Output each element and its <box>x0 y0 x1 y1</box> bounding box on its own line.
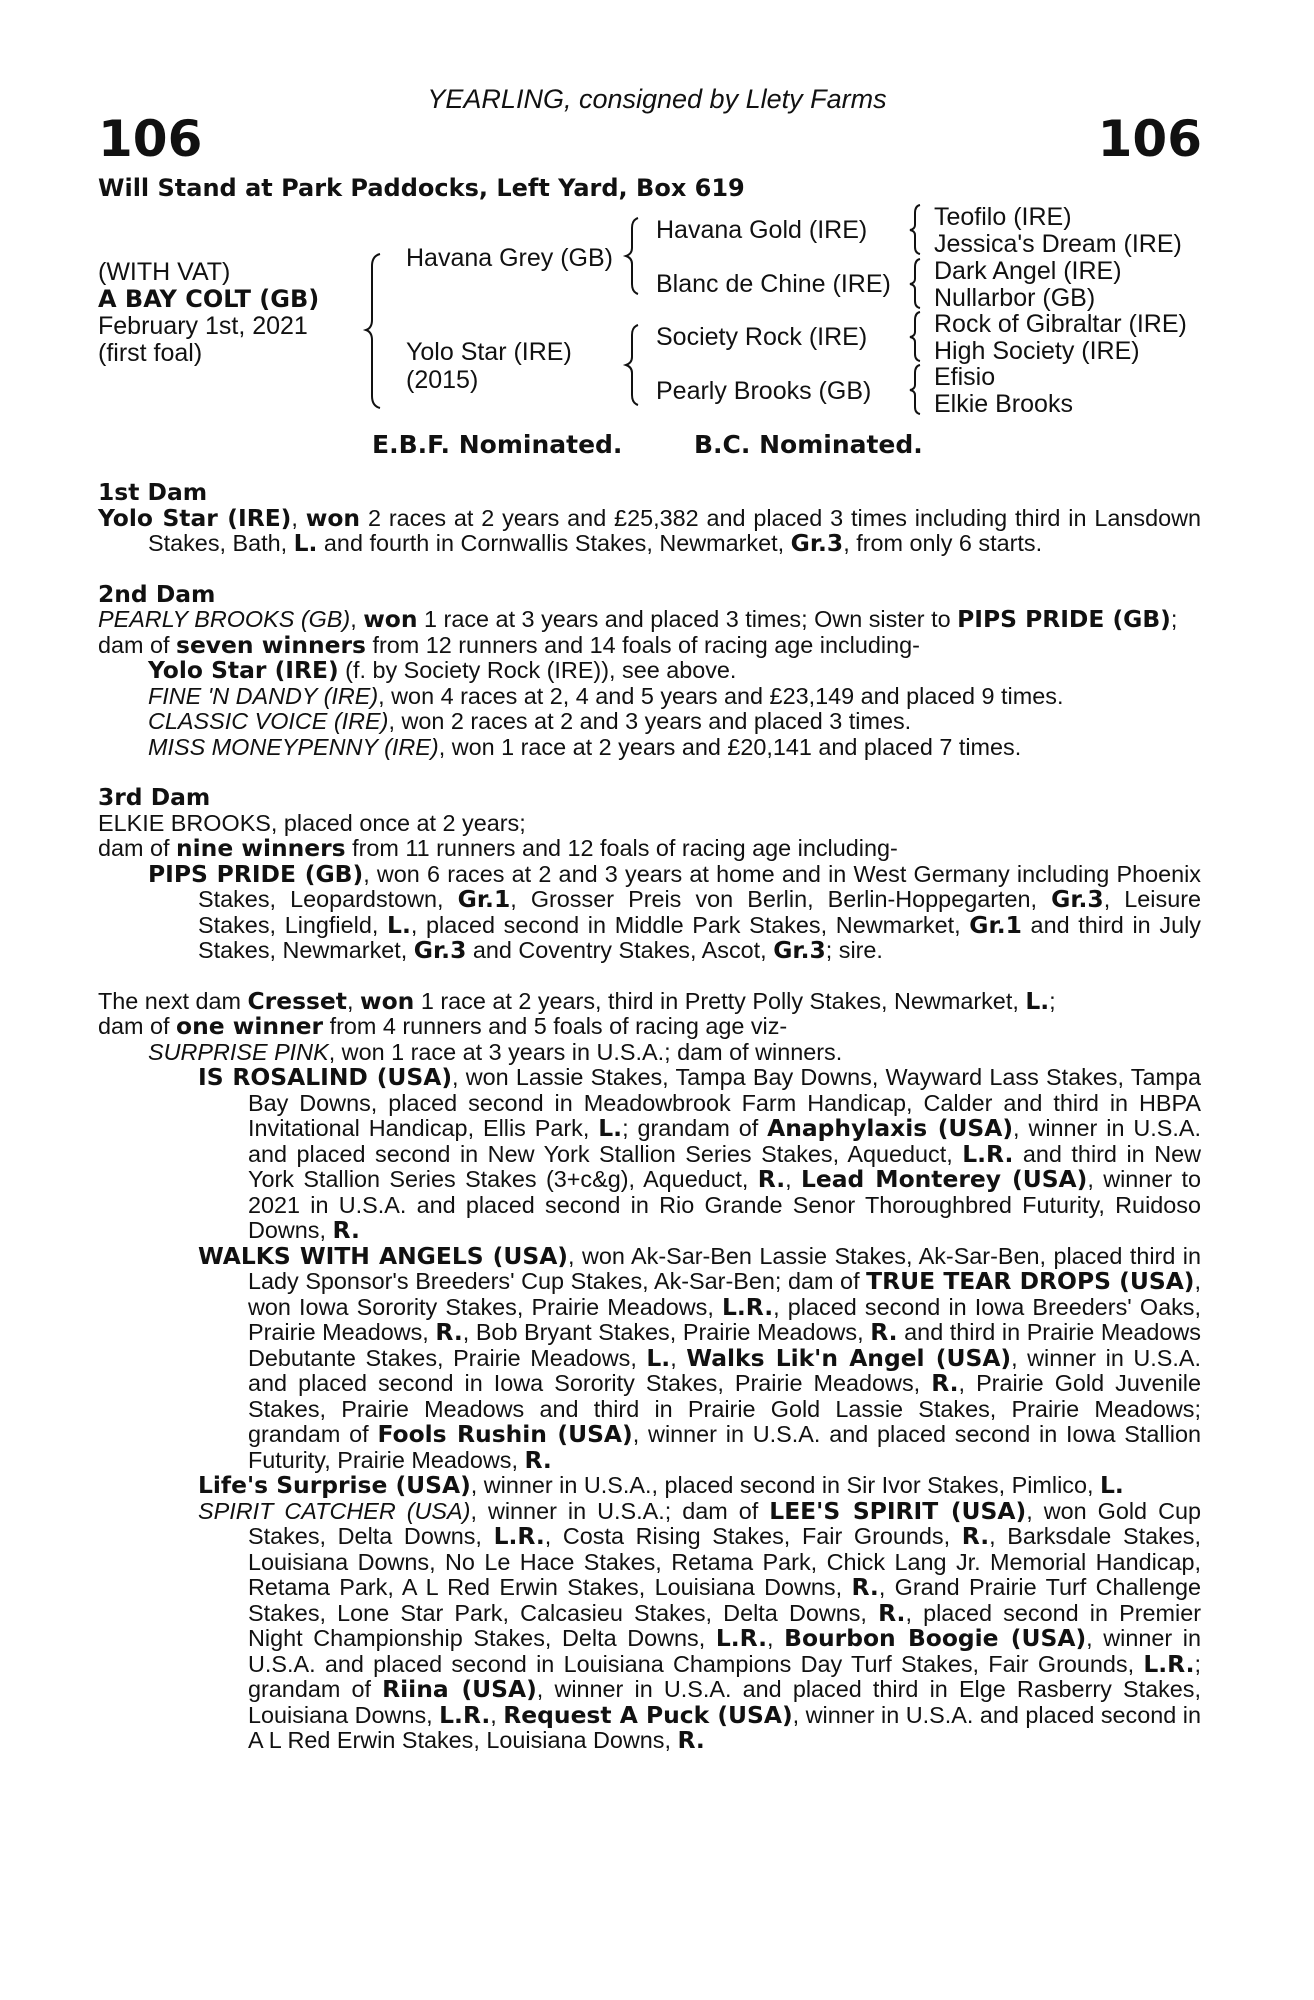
pedigree-brace-sire <box>628 216 646 296</box>
ebf-nomination: E.B.F. Nominated. <box>372 430 623 459</box>
vat-note: (WITH VAT) <box>98 258 231 286</box>
list-item: SURPRISE PINK, won 1 race at 3 years in U.S.A.; dam of winners. <box>148 1038 843 1065</box>
list-item: Yolo Star (IRE) (f. by Society Rock (IRE)), see above. <box>148 656 737 684</box>
consignment-line: YEARLING, consigned by Llety Farms <box>427 84 887 114</box>
stabling-location: Will Stand at Park Paddocks, Left Yard, Box 619 <box>98 174 745 202</box>
pedigree-brace-dam <box>628 323 646 408</box>
third-dam-record: ELKIE BROOKS, placed once at 2 years; <box>98 809 526 836</box>
sire-sire: Havana Gold (IRE) <box>656 216 868 244</box>
pedigree-brace-main <box>368 252 388 408</box>
third-dam-heading: 3rd Dam <box>98 783 211 811</box>
subject-name: A BAY COLT (GB) <box>98 285 320 313</box>
pedigree-brace-g2 <box>910 257 924 309</box>
ancestor-6: High Society (IRE) <box>934 337 1140 365</box>
third-dam-produce-summary: dam of nine winners from 11 runners and 12 foals of racing age including- <box>98 834 898 862</box>
list-item: SPIRIT CATCHER (USA), winner in U.S.A.; dam of LEE'S SPIRIT (USA), won Gold Cup Stakes, Delta Downs, L.R., Costa Rising Stakes, Fair Grounds, R., Barksdale Stakes, Louisiana Downs, No Le Hace Stakes, Retama Park, Chick Lang Jr. Memorial Handicap, Retama Park, A L Red Erwin Stakes, Louisiana Downs, R., Grand Prairie Turf Challenge Stakes, Lone Star Park, Calcasieu Stakes, Delta Downs, R., placed second in Premier Night Championship Stakes, Delta Downs, L.R., Bourbon Boogie (USA), winner in U.S.A. and placed second in Louisiana Champions Day Turf Stakes, Fair Grounds, L.R.; grandam of Riina (USA), winner in U.S.A. and placed third in Elge Rasberry Stakes, Louisiana Downs, L.R., Request A Puck (USA), winner in U.S.A. and placed second in A L Red Erwin Stakes, Louisiana Downs, R. <box>198 1496 1202 1754</box>
pedigree-brace-g4 <box>910 363 924 415</box>
next-dam-produce-summary: dam of one winner from 4 runners and 5 foals of racing age viz- <box>98 1012 788 1040</box>
list-item: CLASSIC VOICE (IRE), won 2 races at 2 and 3 years and placed 3 times. <box>148 708 912 734</box>
ancestor-7: Efisio <box>934 363 996 391</box>
first-dam-record: Yolo Star (IRE), won 2 races at 2 years and £25,382 and placed 3 times including third in Lansdown Stakes, Bath, L. and fourth in Cornwallis Stakes, Newmarket, Gr.3, from only 6 starts. <box>98 503 1202 557</box>
second-dam-heading: 2nd Dam <box>98 579 216 608</box>
list-item: MISS MONEYPENNY (IRE), won 1 race at 2 years and £20,141 and placed 7 times. <box>148 733 1022 760</box>
ancestor-2: Jessica's Dream (IRE) <box>934 230 1182 258</box>
list-item: Life's Surprise (USA), winner in U.S.A., placed second in Sir Ivor Stakes, Pimlico, L. <box>198 1471 1124 1499</box>
ancestor-3: Dark Angel (IRE) <box>934 257 1122 285</box>
dam-name: Yolo Star (IRE) <box>406 338 572 366</box>
catalogue-body <box>98 480 1201 1754</box>
lot-number-right: 106 <box>1097 110 1202 168</box>
list-item: FINE 'N DANDY (IRE), won 4 races at 2, 4 and 5 years and £23,149 and placed 9 times. <box>148 682 1064 709</box>
pedigree-brace-g1 <box>910 203 924 255</box>
sire-name: Havana Grey (GB) <box>406 244 614 272</box>
dam-foaling-year: (2015) <box>406 366 479 394</box>
sire-dam: Blanc de Chine (IRE) <box>656 270 891 298</box>
ancestor-1: Teofilo (IRE) <box>934 203 1072 231</box>
bc-nomination: B.C. Nominated. <box>694 430 923 459</box>
second-dam-produce-summary: dam of seven winners from 12 runners and 14 foals of racing age including- <box>98 630 920 659</box>
first-foal-note: (first foal) <box>98 339 203 367</box>
list-item: WALKS WITH ANGELS (USA), won Ak-Sar-Ben Lassie Stakes, Ak-Sar-Ben, placed third in Lady Sponsor's Breeders' Cup Stakes, Ak-Sar-Ben; dam of TRUE TEAR DROPS (USA), won Iowa Sorority Stakes, Prairie Meadows, L.R., placed second in Iowa Breeders' Oaks, Prairie Meadows, R., Bob Bryant Stakes, Prairie Meadows, R. and third in Prairie Meadows Debutante Stakes, Prairie Meadows, L., Walks Lik'n Angel (USA), winner in U.S.A. and placed second in Iowa Sorority Stakes, Prairie Meadows, R., Prairie Gold Juvenile Stakes, Prairie Meadows and third in Prairie Gold Lassie Stakes, Prairie Meadows; grandam of Fools Rushin (USA), winner in U.S.A. and placed second in Iowa Stallion Futurity, Prairie Meadows, R. <box>198 1241 1202 1474</box>
list-item: IS ROSALIND (USA), won Lassie Stakes, Tampa Bay Downs, Wayward Lass Stakes, Tampa Bay Downs, placed second in Meadowbrook Farm Handicap, Calder and third in HBPA Invitational Handicap, Ellis Park, L.; grandam of Anaphylaxis (USA), winner in U.S.A. and placed second in New York Stallion Series Stakes, Aqueduct, L.R. and third in New York Stallion Series Stakes (3+c&g), Aqueduct, R., Lead Monterey (USA), winner to 2021 in U.S.A. and placed second in Rio Grande Senor Thoroughbred Futurity, Ruidoso Downs, R. <box>198 1063 1201 1244</box>
foaling-date: February 1st, 2021 <box>98 312 308 340</box>
ancestor-4: Nullarbor (GB) <box>934 284 1096 312</box>
lot-number-left: 106 <box>98 110 203 168</box>
dam-dam: Pearly Brooks (GB) <box>656 377 872 405</box>
pedigree-brace-g3 <box>910 310 924 362</box>
dam-sire: Society Rock (IRE) <box>656 323 868 351</box>
second-dam-record: PEARLY BROOKS (GB), won 1 race at 3 years and placed 3 times; Own sister to PIPS PRIDE (GB); <box>98 605 1178 633</box>
list-item: PIPS PRIDE (GB), won 6 races at 2 and 3 years at home and in West Germany including Phoenix Stakes, Leopardstown, Gr.1, Grosser Preis von Berlin, Berlin-Hoppegarten, Gr.3, Leisure Stakes, Lingfield, L., placed second in Middle Park Stakes, Newmarket, Gr.1 and third in July Stakes, Newmarket, Gr.3 and Coventry Stakes, Ascot, Gr.3; sire. <box>148 859 1201 964</box>
next-dam-record: The next dam Cresset, won 1 race at 2 years, third in Pretty Polly Stakes, Newmarket, L.; <box>98 986 1056 1015</box>
ancestor-8: Elkie Brooks <box>934 390 1073 418</box>
first-dam-heading: 1st Dam <box>98 478 208 506</box>
ancestor-5: Rock of Gibraltar (IRE) <box>934 310 1187 338</box>
